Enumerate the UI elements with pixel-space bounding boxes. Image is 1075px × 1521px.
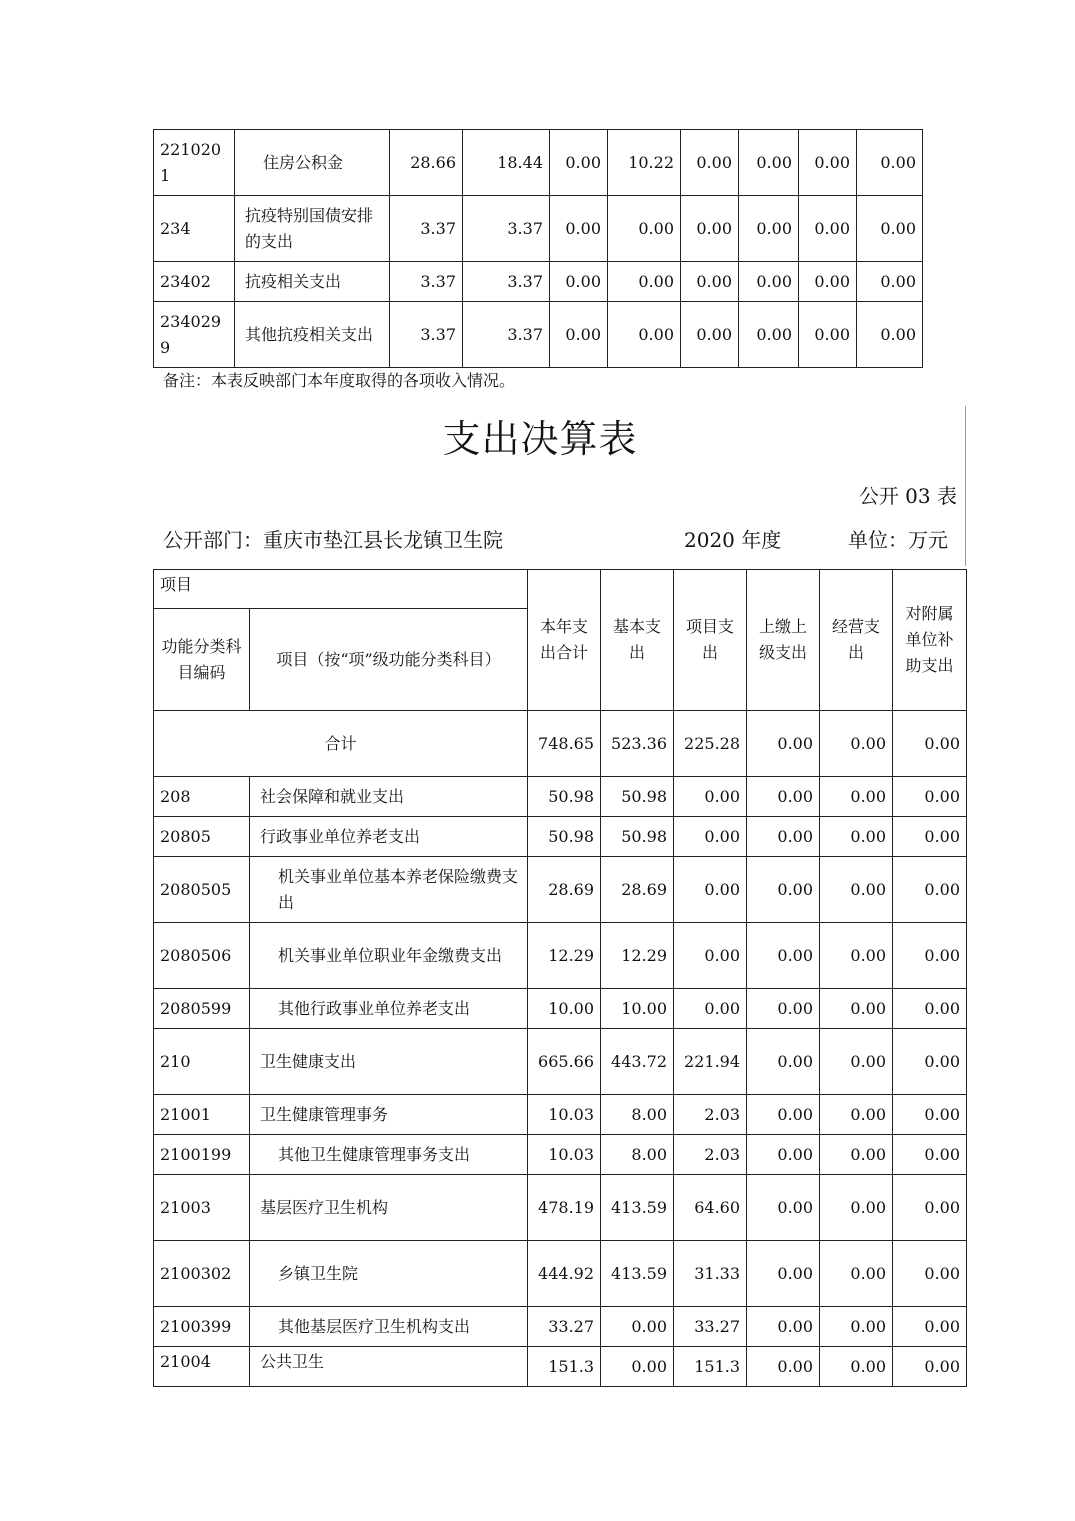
value-cell: 0.00	[893, 989, 967, 1029]
value-cell: 0.00	[550, 262, 608, 302]
value-cell: 28.69	[528, 857, 601, 923]
value-cell: 0.00	[674, 989, 747, 1029]
code-cell: 208	[154, 777, 250, 817]
total-label: 合计	[154, 711, 528, 777]
value-cell: 0.00	[893, 1135, 967, 1175]
table-row	[154, 1241, 967, 1307]
code-cell: 2210201	[154, 130, 235, 196]
unit-label: 单位：万元	[848, 528, 948, 552]
value-cell: 0.00	[820, 1095, 893, 1135]
value-cell: 33.27	[674, 1307, 747, 1347]
value-cell: 0.00	[820, 777, 893, 817]
value-cell: 0.00	[893, 1095, 967, 1135]
table-row	[154, 196, 923, 262]
value-cell: 0.00	[820, 857, 893, 923]
table-note: 备注：本表反映部门本年度取得的各项收入情况。	[163, 371, 516, 390]
value-cell: 0.00	[857, 262, 923, 302]
code-cell: 2340299	[154, 302, 235, 368]
table-row	[154, 1135, 967, 1175]
value-cell: 0.00	[893, 777, 967, 817]
value-cell: 0.00	[747, 711, 820, 777]
header-row	[154, 570, 967, 609]
name-cell: 乡镇卫生院	[250, 1241, 528, 1307]
value-cell: 0.00	[608, 196, 681, 262]
table-row	[154, 302, 923, 368]
code-cell: 21004	[154, 1347, 250, 1387]
name-cell: 其他行政事业单位养老支出	[250, 989, 528, 1029]
name-cell: 其他抗疫相关支出	[235, 302, 390, 368]
name-cell: 其他卫生健康管理事务支出	[250, 1135, 528, 1175]
name-cell: 住房公积金	[235, 130, 390, 196]
name-cell: 社会保障和就业支出	[250, 777, 528, 817]
value-cell: 0.00	[747, 1307, 820, 1347]
table-row	[154, 817, 967, 857]
code-cell: 23402	[154, 262, 235, 302]
header-business: 经营支出	[820, 570, 893, 711]
value-cell: 413.59	[601, 1241, 674, 1307]
name-cell: 基层医疗卫生机构	[250, 1175, 528, 1241]
table-row	[154, 262, 923, 302]
value-cell: 151.3	[528, 1347, 601, 1387]
value-cell: 523.36	[601, 711, 674, 777]
code-cell: 21001	[154, 1095, 250, 1135]
year-label: 2020 年度	[684, 528, 782, 552]
value-cell: 2.03	[674, 1095, 747, 1135]
value-cell: 3.37	[463, 302, 550, 368]
value-cell: 665.66	[528, 1029, 601, 1095]
code-cell: 2080599	[154, 989, 250, 1029]
value-cell: 0.00	[799, 302, 857, 368]
table-row	[154, 857, 967, 923]
value-cell: 3.37	[390, 302, 463, 368]
value-cell: 18.44	[463, 130, 550, 196]
value-cell: 0.00	[799, 130, 857, 196]
value-cell: 0.00	[747, 923, 820, 989]
value-cell: 0.00	[674, 777, 747, 817]
value-cell: 0.00	[747, 1347, 820, 1387]
value-cell: 10.00	[601, 989, 674, 1029]
value-cell: 443.72	[601, 1029, 674, 1095]
value-cell: 12.29	[528, 923, 601, 989]
table-row	[154, 1307, 967, 1347]
value-cell: 8.00	[601, 1095, 674, 1135]
value-cell: 0.00	[857, 302, 923, 368]
value-cell: 3.37	[463, 262, 550, 302]
value-cell: 3.37	[463, 196, 550, 262]
value-cell: 444.92	[528, 1241, 601, 1307]
value-cell: 0.00	[550, 130, 608, 196]
department-label: 公开部门：重庆市垫江县长龙镇卫生院	[163, 528, 503, 552]
value-cell: 0.00	[550, 196, 608, 262]
value-cell: 478.19	[528, 1175, 601, 1241]
value-cell: 0.00	[747, 857, 820, 923]
value-cell: 0.00	[674, 923, 747, 989]
name-cell: 机关事业单位职业年金缴费支出	[250, 923, 528, 989]
value-cell: 8.00	[601, 1135, 674, 1175]
value-cell: 0.00	[739, 302, 799, 368]
value-cell: 0.00	[739, 262, 799, 302]
value-cell: 10.00	[528, 989, 601, 1029]
value-cell: 50.98	[528, 777, 601, 817]
code-cell: 2100399	[154, 1307, 250, 1347]
value-cell: 0.00	[681, 302, 739, 368]
value-cell: 0.00	[747, 989, 820, 1029]
value-cell: 0.00	[739, 130, 799, 196]
value-cell: 12.29	[601, 923, 674, 989]
value-cell: 0.00	[601, 1307, 674, 1347]
value-cell: 2.03	[674, 1135, 747, 1175]
value-cell: 0.00	[674, 857, 747, 923]
code-cell: 2100199	[154, 1135, 250, 1175]
code-cell: 20805	[154, 817, 250, 857]
name-cell: 公共卫生	[250, 1347, 528, 1387]
value-cell: 0.00	[799, 196, 857, 262]
value-cell: 31.33	[674, 1241, 747, 1307]
value-cell: 0.00	[893, 711, 967, 777]
value-cell: 3.37	[390, 262, 463, 302]
value-cell: 50.98	[528, 817, 601, 857]
header-subsidy: 对附属单位补助支出	[893, 570, 967, 711]
code-cell: 2080506	[154, 923, 250, 989]
value-cell: 0.00	[857, 196, 923, 262]
value-cell: 0.00	[747, 777, 820, 817]
page-title: 支出决算表	[442, 417, 638, 461]
value-cell: 0.00	[747, 1175, 820, 1241]
value-cell: 0.00	[799, 262, 857, 302]
value-cell: 0.00	[893, 1175, 967, 1241]
table-row	[154, 777, 967, 817]
header-item: 项目	[154, 570, 528, 609]
value-cell: 413.59	[601, 1175, 674, 1241]
header-project: 项目支出	[674, 570, 747, 711]
value-cell: 0.00	[893, 1241, 967, 1307]
value-cell: 0.00	[681, 196, 739, 262]
header-total: 本年支出合计	[528, 570, 601, 711]
value-cell: 0.00	[893, 923, 967, 989]
value-cell: 0.00	[820, 1175, 893, 1241]
value-cell: 0.00	[820, 1135, 893, 1175]
header-basic: 基本支出	[601, 570, 674, 711]
value-cell: 0.00	[820, 1307, 893, 1347]
value-cell: 10.03	[528, 1095, 601, 1135]
value-cell: 50.98	[601, 817, 674, 857]
value-cell: 10.22	[608, 130, 681, 196]
header-code: 功能分类科目编码	[154, 609, 250, 711]
value-cell: 0.00	[893, 857, 967, 923]
name-cell: 机关事业单位基本养老保险缴费支出	[250, 857, 528, 923]
value-cell: 0.00	[747, 817, 820, 857]
value-cell: 28.66	[390, 130, 463, 196]
value-cell: 0.00	[608, 302, 681, 368]
name-cell: 抗疫相关支出	[235, 262, 390, 302]
value-cell: 0.00	[681, 262, 739, 302]
table-row	[154, 1175, 967, 1241]
value-cell: 0.00	[747, 1095, 820, 1135]
value-cell: 0.00	[893, 1307, 967, 1347]
value-cell: 0.00	[857, 130, 923, 196]
table-row	[154, 130, 923, 196]
value-cell: 0.00	[747, 1241, 820, 1307]
value-cell: 3.37	[390, 196, 463, 262]
code-cell: 234	[154, 196, 235, 262]
value-cell: 0.00	[550, 302, 608, 368]
value-cell: 0.00	[893, 1347, 967, 1387]
header-name: 项目（按“项”级功能分类科目）	[250, 609, 528, 711]
value-cell: 0.00	[674, 817, 747, 857]
code-cell: 21003	[154, 1175, 250, 1241]
value-cell: 0.00	[820, 989, 893, 1029]
value-cell: 0.00	[739, 196, 799, 262]
value-cell: 151.3	[674, 1347, 747, 1387]
value-cell: 0.00	[820, 817, 893, 857]
value-cell: 50.98	[601, 777, 674, 817]
value-cell: 33.27	[528, 1307, 601, 1347]
total-row	[154, 711, 967, 777]
value-cell: 0.00	[601, 1347, 674, 1387]
name-cell: 其他基层医疗卫生机构支出	[250, 1307, 528, 1347]
value-cell: 748.65	[528, 711, 601, 777]
income-table-continued	[153, 129, 923, 368]
name-cell: 抗疫特别国债安排的支出	[235, 196, 390, 262]
table-row	[154, 1029, 967, 1095]
value-cell: 0.00	[893, 1029, 967, 1095]
value-cell: 0.00	[747, 1135, 820, 1175]
table-row	[154, 989, 967, 1029]
code-cell: 210	[154, 1029, 250, 1095]
table-row	[154, 1095, 967, 1135]
table-row	[154, 1347, 967, 1387]
name-cell: 行政事业单位养老支出	[250, 817, 528, 857]
value-cell: 0.00	[820, 923, 893, 989]
value-cell: 64.60	[674, 1175, 747, 1241]
code-cell: 2100302	[154, 1241, 250, 1307]
table-number: 公开 03 表	[858, 484, 957, 508]
value-cell: 221.94	[674, 1029, 747, 1095]
name-cell: 卫生健康管理事务	[250, 1095, 528, 1135]
value-cell: 0.00	[820, 711, 893, 777]
name-cell: 卫生健康支出	[250, 1029, 528, 1095]
value-cell: 0.00	[608, 262, 681, 302]
value-cell: 0.00	[747, 1029, 820, 1095]
value-cell: 0.00	[820, 1029, 893, 1095]
expenditure-table	[153, 569, 967, 1387]
value-cell: 28.69	[601, 857, 674, 923]
value-cell: 0.00	[681, 130, 739, 196]
value-cell: 0.00	[893, 817, 967, 857]
value-cell: 225.28	[674, 711, 747, 777]
table-row	[154, 923, 967, 989]
header-upper: 上缴上级支出	[747, 570, 820, 711]
value-cell: 0.00	[820, 1241, 893, 1307]
value-cell: 0.00	[820, 1347, 893, 1387]
value-cell: 10.03	[528, 1135, 601, 1175]
code-cell: 2080505	[154, 857, 250, 923]
